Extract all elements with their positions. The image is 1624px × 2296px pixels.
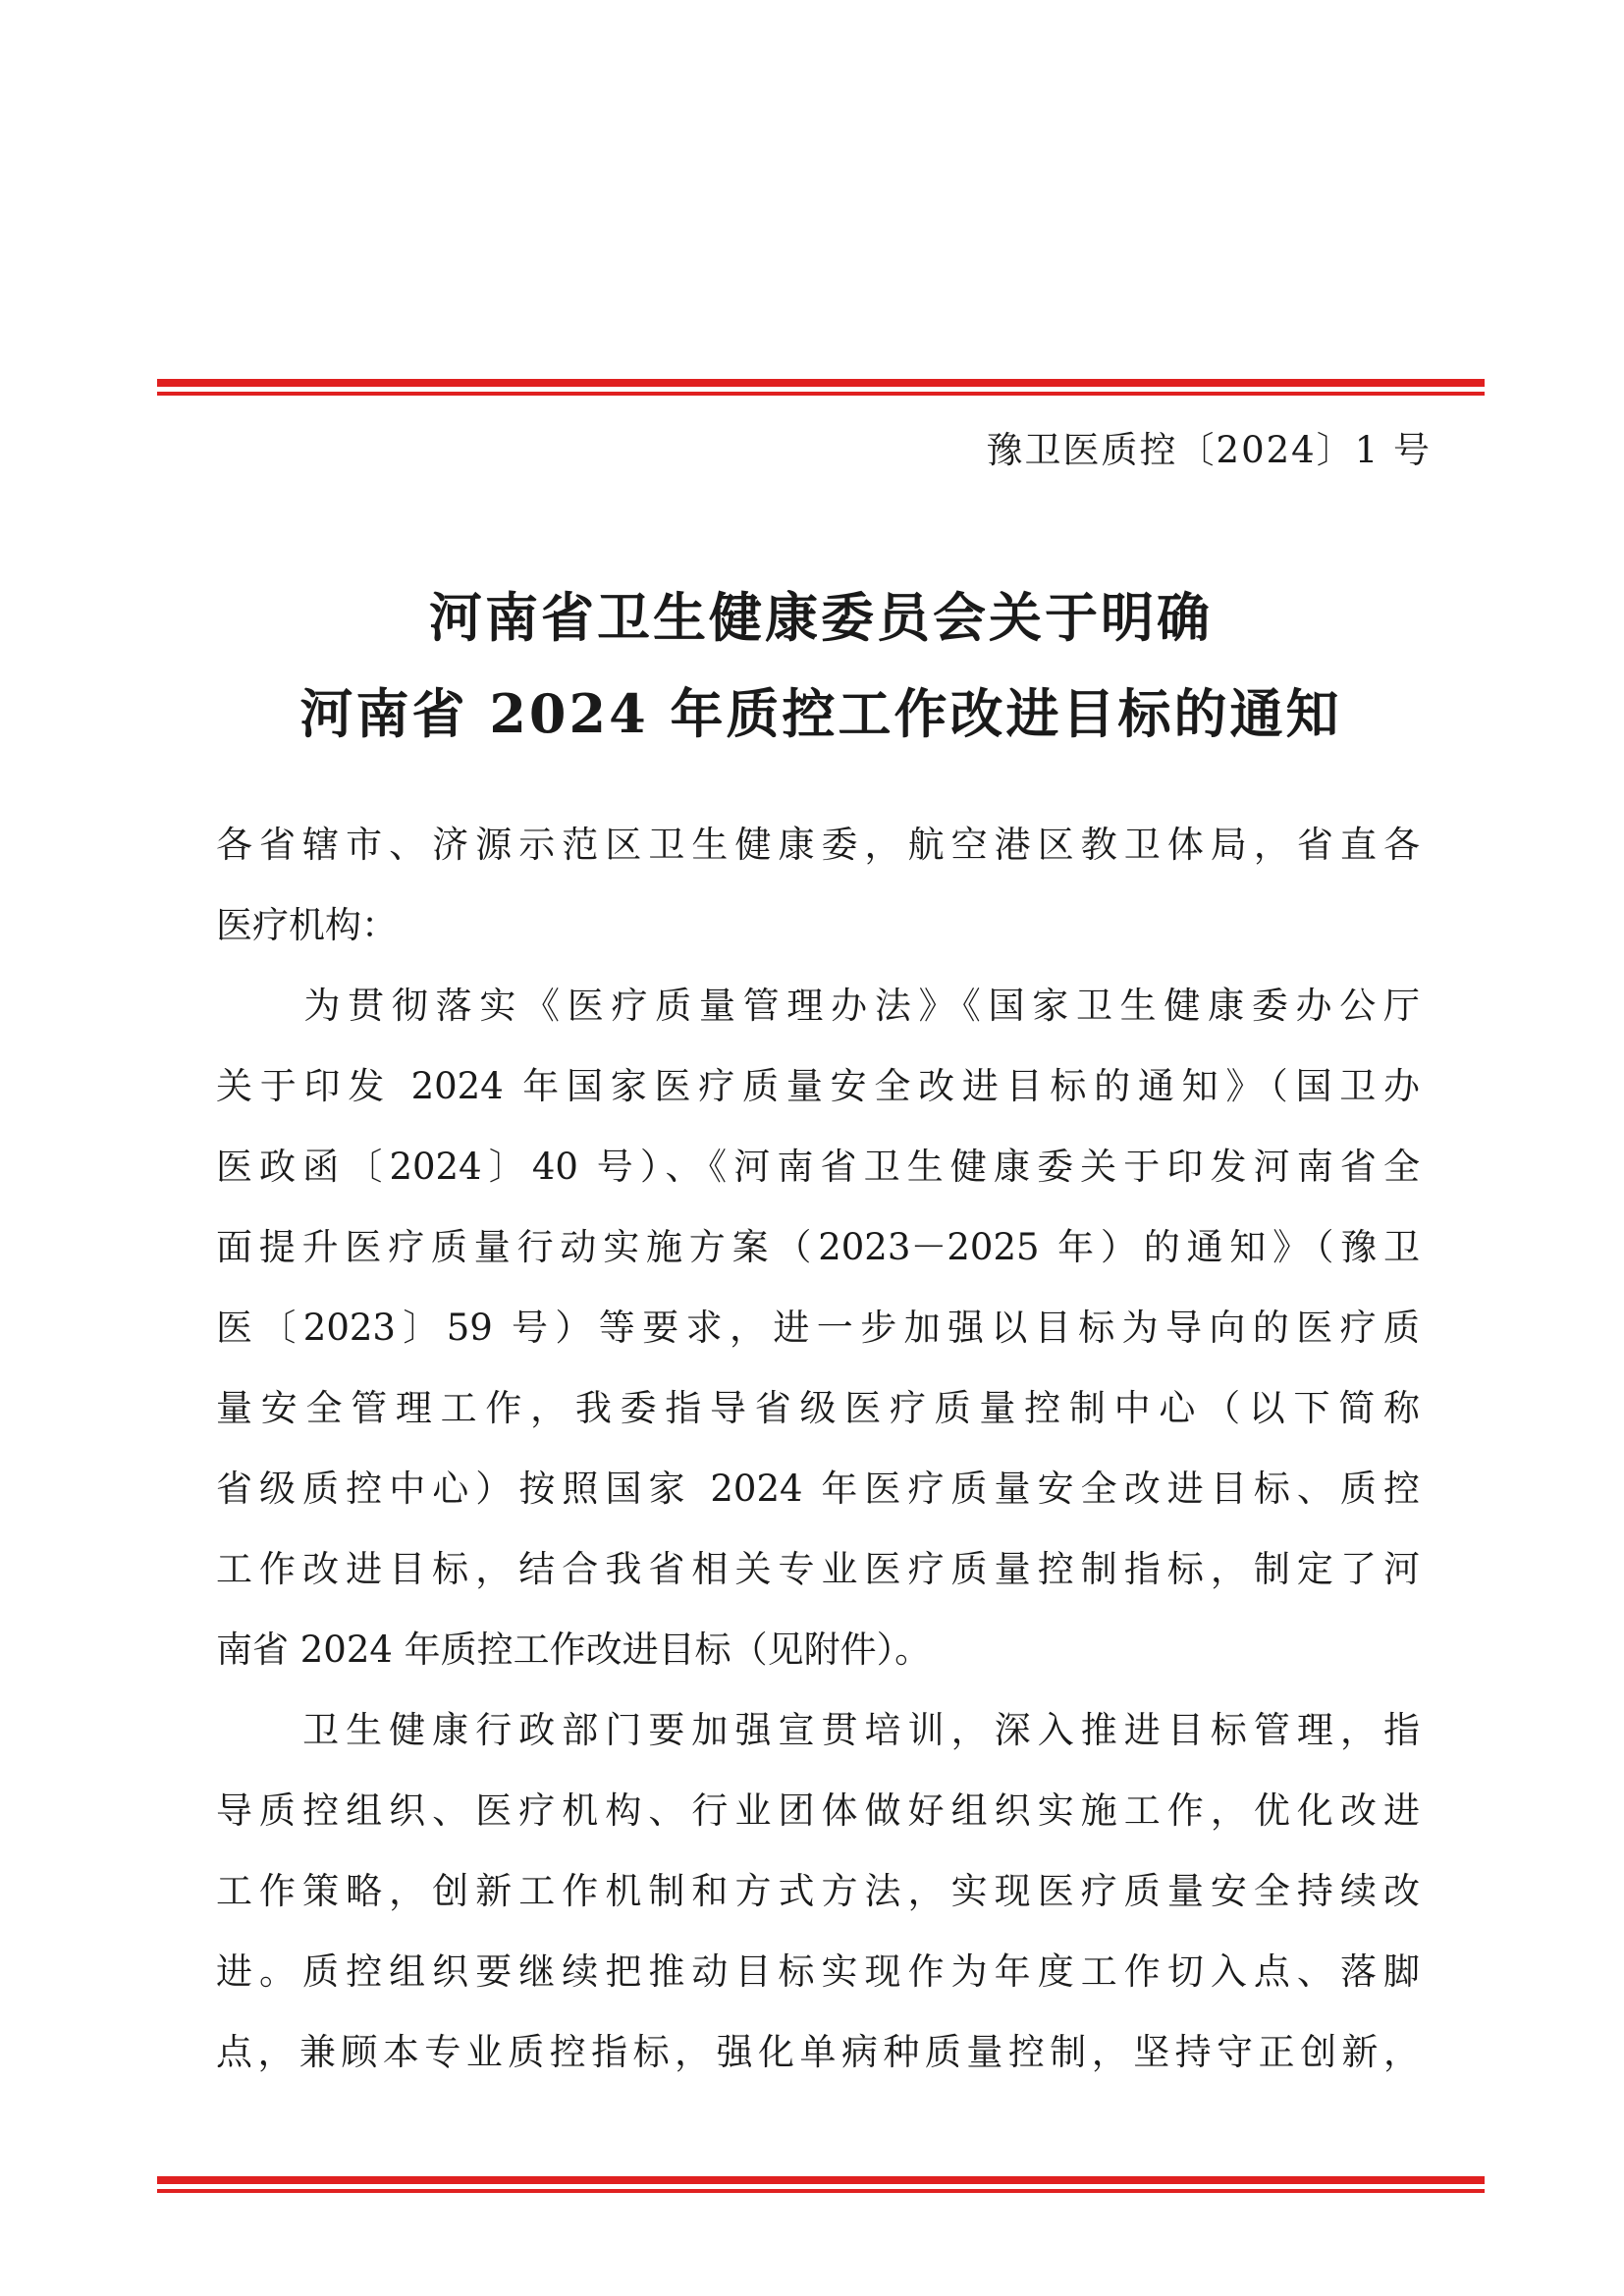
addressee [216, 805, 1420, 966]
paragraph-line: 省级质控中心）按照国家 2024 年医疗质量安全改进目标、质控 [216, 1468, 1420, 1510]
document-number: 豫卫医质控〔2024〕1 号 [986, 429, 1432, 471]
paragraph-line: 工作策略，创新工作机制和方式方法，实现医疗质量安全持续改 [216, 1870, 1420, 1912]
paragraph-line: 面提升医疗质量行动实施方案（2023－2025 年）的通知》（豫卫 [216, 1226, 1420, 1268]
paragraph-line: 医政函〔2024〕40 号）、《河南省卫生健康委关于印发河南省全 [216, 1146, 1420, 1188]
paragraph-line: 医〔2023〕59 号）等要求，进一步加强以目标为导向的医疗质 [216, 1307, 1420, 1349]
paragraph-line: 南省 2024 年质控工作改进目标（见附件）。 [216, 1629, 932, 1671]
addressee-line: 各省辖市、济源示范区卫生健康委，航空港区教卫体局，省直各 [216, 824, 1420, 866]
bottom-red-rule [157, 2176, 1485, 2193]
title-line-1: 河南省卫生健康委员会关于明确 [429, 586, 1213, 649]
paragraph-line: 关于印发 2024 年国家医疗质量安全改进目标的通知》（国卫办 [216, 1065, 1420, 1107]
paragraph-line: 工作改进目标，结合我省相关专业医疗质量控制指标，制定了河 [216, 1548, 1420, 1590]
paragraph-2 [216, 1690, 1420, 2093]
paragraph-line: 进。质控组织要继续把推动目标实现作为年度工作切入点、落脚 [216, 1950, 1420, 1993]
paragraph-line: 为贯彻落实《医疗质量管理办法》《国家卫生健康委办公厅 [216, 985, 1420, 1027]
paragraph-line: 卫生健康行政部门要加强宣贯培训，深入推进目标管理，指 [216, 1709, 1420, 1751]
paragraph-line: 导质控组织、医疗机构、行业团体做好组织实施工作，优化改进 [216, 1789, 1420, 1832]
top-red-rule [157, 379, 1485, 396]
document-body [216, 805, 1420, 2093]
document-title [157, 569, 1485, 762]
title-line-2: 河南省 2024 年质控工作改进目标的通知 [299, 682, 1342, 745]
addressee-line: 医疗机构： [216, 904, 398, 946]
paragraph-line: 量安全管理工作，我委指导省级医疗质量控制中心（以下简称 [216, 1387, 1420, 1429]
paragraph-1 [216, 966, 1420, 1690]
paragraph-line: 点，兼顾本专业质控指标，强化单病种质量控制，坚持守正创新， [216, 2031, 1420, 2073]
